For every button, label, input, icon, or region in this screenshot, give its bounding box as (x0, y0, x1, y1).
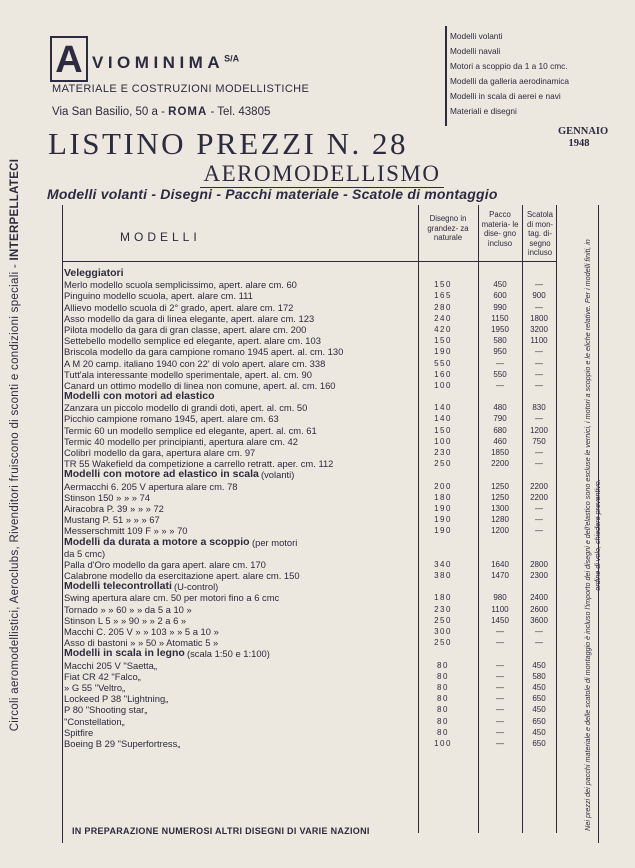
table-row (64, 436, 580, 447)
category-item: Motori a scoppio da 1 a 10 cmc. (450, 61, 568, 71)
table-row (64, 402, 580, 413)
category-heading-row (64, 391, 580, 402)
price-pack: 600 (493, 291, 507, 301)
price-kit: 1100 (530, 336, 548, 346)
price-pack: — (496, 671, 504, 681)
price-kit: 830 (532, 403, 546, 413)
header-rule (62, 261, 556, 262)
price-pack: 1250 (491, 492, 509, 502)
category-heading-row (64, 268, 580, 279)
table-left-border (62, 205, 63, 843)
price-kit: — (535, 448, 543, 457)
price-drawing: 550 (434, 358, 452, 368)
price-drawing: 250 (434, 615, 452, 625)
model-name: Tutt'ala interessante modello sperimentale, apert. al. cm. 90 (64, 368, 312, 380)
side-left-text: Circoli aeromodellistici, Aeroclubs, Rivenditori fruiscono di sconti e condizioni speciali - (9, 260, 21, 732)
category-note: (U-control) (174, 581, 219, 593)
price-pack: 480 (493, 403, 507, 413)
price-kit: — (535, 358, 543, 368)
model-name: Tornado » » 60 » » da 5 a 10 » (64, 603, 192, 615)
price-pack: 1850 (491, 448, 509, 457)
model-name: Airacobra P. 39 » » » 72 (64, 502, 164, 514)
price-kit: 2400 (530, 593, 548, 603)
side-left-note (4, 30, 26, 860)
price-kit: 650 (532, 738, 546, 748)
price-drawing: 280 (434, 302, 452, 312)
price-pack: 680 (493, 425, 507, 435)
price-pack: — (496, 638, 504, 648)
price-drawing: 165 (434, 291, 452, 301)
price-kit: — (535, 347, 543, 357)
price-kit: — (535, 414, 543, 424)
model-name: Boeing B 29 "Superfortress„ (64, 737, 181, 749)
price-kit: — (535, 302, 543, 312)
table-row (64, 727, 580, 738)
price-kit: 3600 (530, 615, 548, 625)
price-kit: 2800 (530, 559, 548, 569)
price-drawing: 250 (434, 638, 452, 648)
price-kit: 580 (532, 671, 546, 681)
table-row (64, 570, 580, 581)
price-pack: 980 (493, 593, 507, 603)
price-kit: 3200 (530, 324, 548, 334)
category-note: (per motori (252, 536, 298, 548)
price-drawing: 240 (434, 313, 452, 323)
issue-year: 1948 (568, 138, 590, 149)
price-drawing: 140 (434, 414, 452, 424)
table-row (64, 425, 580, 436)
price-drawing: 100 (434, 380, 452, 390)
price-drawing: 230 (434, 448, 452, 457)
price-kit: 450 (532, 682, 546, 692)
price-pack: 1300 (491, 503, 509, 513)
price-kit: 650 (532, 716, 546, 726)
model-name: Picchio campione romano 1945, apert. alare cm. 63 (64, 413, 279, 425)
footer-note: IN PREPARAZIONE NUMEROSI ALTRI DISEGNI DI VARIE NAZIONI (72, 826, 370, 836)
price-pack: — (496, 660, 504, 670)
table-row (64, 637, 580, 648)
price-kit: — (535, 526, 543, 536)
model-name: Allievo modello scuola di 2° grado, apert. alare cm. 172 (64, 301, 294, 313)
price-pack: — (496, 380, 504, 390)
category-heading-row (64, 648, 580, 659)
price-pack: — (496, 716, 504, 726)
price-kit: 450 (532, 705, 546, 715)
price-kit: — (535, 627, 543, 636)
price-pack: 1450 (491, 615, 509, 625)
price-drawing: 190 (434, 515, 452, 525)
table-row (64, 671, 580, 682)
category-list (450, 29, 628, 119)
model-name: Pinguino modello scuola, apert. alare cm. 111 (64, 290, 253, 302)
table-row (64, 369, 580, 380)
price-list-title: LISTINO PREZZI N. 28 (48, 126, 408, 161)
category-heading: Modelli con motore ad elastico in scala (64, 469, 259, 481)
price-pack: — (496, 627, 504, 636)
model-name: "Constellation„ (64, 715, 125, 727)
model-name: Asso di bastoni » » 50 » Atomatic 5 » (64, 637, 219, 649)
section-title: AEROMODELLISMO (203, 161, 441, 186)
price-pack: — (496, 682, 504, 692)
price-pack: 950 (493, 347, 507, 357)
price-drawing: 150 (434, 280, 452, 290)
table-row (64, 335, 580, 346)
price-pack: 990 (493, 302, 507, 312)
category-heading-row (64, 537, 580, 548)
price-kit: — (535, 638, 543, 648)
price-drawing: 150 (434, 425, 452, 435)
price-drawing: 80 (437, 727, 449, 737)
price-pack: — (496, 705, 504, 715)
table-row (64, 548, 580, 559)
table-row (64, 313, 580, 324)
category-item: Materiali e disegni (450, 106, 517, 116)
price-pack: 1280 (491, 515, 509, 525)
category-heading: Modelli da durata a motore a scoppio (64, 536, 250, 548)
price-kit: 450 (532, 660, 546, 670)
price-kit: 750 (532, 436, 546, 446)
price-drawing: 380 (434, 571, 452, 581)
price-drawing: 80 (437, 716, 449, 726)
table-row (64, 514, 580, 525)
table-row (64, 447, 580, 458)
model-name: Mustang P. 51 » » » 67 (64, 514, 160, 526)
model-name: Merlo modello scuola semplicissimo, apert. alare cm. 60 (64, 279, 297, 291)
price-drawing: 190 (434, 503, 452, 513)
model-name: Macchi 205 V "Saetta„ (64, 659, 157, 671)
table-row (64, 626, 580, 637)
table-row (64, 458, 580, 469)
col-header-pack: Pacco materia- le dise- gno incluso (481, 210, 519, 248)
price-pack: 450 (493, 280, 507, 290)
price-pack: 1470 (491, 571, 509, 581)
brand-text: VIOMINIMA (92, 53, 225, 72)
company-address (52, 106, 270, 118)
table-row (64, 380, 580, 391)
price-pack: — (496, 694, 504, 704)
table-row (64, 503, 580, 514)
price-pack: 790 (493, 414, 507, 424)
model-name: Asso modello da gara di linea elegante, apert. alare cm. 123 (64, 312, 315, 324)
category-heading: Modelli con motori ad elastico (64, 391, 215, 403)
price-kit: 1800 (530, 313, 548, 323)
model-name: Briscola modello da gara campione romano 1945 apert. al. cm. 130 (64, 346, 344, 358)
price-drawing: 200 (434, 481, 452, 491)
price-drawing: 340 (434, 559, 452, 569)
price-drawing: 230 (434, 604, 452, 614)
model-name: Macchi C. 205 V » » 103 » » 5 a 10 » (64, 626, 219, 637)
price-pack: — (496, 738, 504, 748)
brand-name (92, 53, 239, 73)
price-kit: — (535, 280, 543, 290)
price-pack: 1200 (491, 526, 509, 536)
model-name: Aermacchi 6. 205 V apertura alare cm. 78 (64, 480, 238, 492)
model-name: Fiat CR 42 "Falco„ (64, 670, 141, 682)
model-name: Colibrì modello da gara, apertura alare cm. 97 (64, 447, 256, 458)
table-row (64, 279, 580, 290)
category-heading: Modelli telecontrollati (64, 581, 172, 593)
price-drawing: 80 (437, 682, 449, 692)
price-drawing: 140 (434, 403, 452, 413)
price-drawing: 100 (434, 436, 452, 446)
col-header-models: MODELLI (120, 230, 201, 244)
price-pack: 460 (493, 436, 507, 446)
category-item: Modelli volanti (450, 31, 503, 41)
table-row (64, 525, 580, 536)
price-kit: 450 (532, 727, 546, 737)
model-name: TR 55 Wakefield da competizione a carrello retratt. aper. cm. 112 (64, 458, 334, 470)
price-pack: 1640 (491, 559, 509, 569)
category-heading: Veleggiatori (64, 268, 124, 279)
category-heading: Modelli in scala in legno (64, 648, 185, 660)
price-kit: — (535, 380, 543, 390)
price-drawing: 80 (437, 694, 449, 704)
address-street: Via San Basilio, 50 a - (52, 106, 169, 118)
side-right-text: Nei prezzi dei pacchi materiale e delle scatole di montaggio è incluso l'importo dei disegni e dell'elastico sono escluse le vernici, i motori a scoppio e le eliche relative. Per i modelli finiti, in ordine di volo, chiedere preventivo. (583, 239, 602, 831)
price-pack: — (496, 727, 504, 737)
model-name: Termic 40 modello per principianti, apertura alare cm. 42 (64, 435, 298, 447)
company-subtitle: MATERIALE E COSTRUZIONI MODELLISTICHE (52, 83, 310, 95)
address-tel: - Tel. 43805 (207, 106, 271, 118)
table-row (64, 358, 580, 369)
brand-suffix: S/A (224, 53, 240, 64)
category-item: Modelli in scala di aerei e navi (450, 91, 561, 101)
price-pack: 1950 (491, 324, 509, 334)
model-name: da 5 cmc) (64, 547, 106, 559)
table-row (64, 492, 580, 503)
price-pack: 580 (493, 336, 507, 346)
table-row (64, 738, 580, 749)
price-pack: 1150 (491, 313, 509, 323)
price-pack: 550 (493, 369, 507, 379)
price-kit: 2300 (530, 571, 548, 581)
price-kit: 900 (532, 291, 546, 301)
model-name: P 80 "Shooting star„ (64, 704, 148, 716)
table-row (64, 716, 580, 727)
price-drawing: 190 (434, 347, 452, 357)
table-row (64, 660, 580, 671)
table-row (64, 682, 580, 693)
model-name: Lockeed P 38 "Lightning„ (64, 693, 169, 705)
issue-date (558, 126, 609, 150)
price-kit: — (535, 459, 543, 469)
category-item: Modelli da galleria aerodinamica (450, 76, 569, 86)
side-right-note (576, 230, 610, 840)
logo-letter: A (55, 39, 83, 81)
price-drawing: 180 (434, 492, 452, 502)
table-row (64, 693, 580, 704)
table-row (64, 604, 580, 615)
col-header-kit: Scatola di mon- tag. di- segno incluso (526, 210, 553, 257)
price-drawing: 80 (437, 705, 449, 715)
price-drawing: 80 (437, 671, 449, 681)
category-item: Modelli navali (450, 46, 501, 56)
category-heading-row (64, 469, 580, 480)
model-name: Swing apertura alare cm. 50 per motori fino a 6 cmc (64, 592, 280, 604)
price-drawing: 420 (434, 324, 452, 334)
table-row (64, 559, 580, 570)
price-kit: 2200 (530, 492, 548, 502)
category-heading-row (64, 581, 580, 592)
category-note: (volanti) (261, 469, 295, 481)
table-row (64, 346, 580, 357)
model-name: Settebello modello semplice ed elegante, apert. alare cm. 103 (64, 335, 321, 347)
price-drawing: 160 (434, 369, 452, 379)
price-kit: 1200 (530, 425, 548, 435)
category-note: (scala 1:50 e 1:100) (187, 648, 270, 660)
price-drawing: 80 (437, 660, 449, 670)
model-name: Stinson 150 » » » 74 (64, 491, 151, 503)
table-row (64, 592, 580, 603)
price-drawing: 190 (434, 526, 452, 536)
price-kit: 2600 (530, 604, 548, 614)
price-kit: 2200 (530, 481, 548, 491)
table-row (64, 704, 580, 715)
model-name: Palla d'Oro modello da gara apert. alare cm. 170 (64, 558, 266, 570)
table-row (64, 413, 580, 424)
price-drawing: 100 (434, 738, 452, 748)
model-name: Termic 60 un modello semplice ed elegante, apert. al. cm. 61 (64, 424, 317, 436)
table-row (64, 615, 580, 626)
price-pack: — (496, 358, 504, 368)
header-divider (445, 26, 447, 126)
model-name: » G 55 "Veltro„ (64, 681, 126, 693)
model-name: Spitfire (64, 726, 94, 738)
table-row (64, 324, 580, 335)
table-row (64, 302, 580, 313)
model-name: Calabrone modello da esercitazione apert. alare cm. 150 (64, 570, 300, 582)
price-kit: — (535, 503, 543, 513)
price-drawing: 300 (434, 627, 452, 636)
side-left-bold: INTERPELLATECI (9, 158, 21, 261)
address-city: ROMA (168, 106, 208, 118)
price-kit: 650 (532, 694, 546, 704)
model-name: Pilota modello da gara di gran classe, apert. alare cm. 200 (64, 323, 307, 335)
model-name: Zanzara un piccolo modello di grandi doti, apert. al. cm. 50 (64, 402, 308, 414)
section-subheading: Modelli volanti - Disegni - Pacchi materiale - Scatole di montaggio (47, 186, 498, 202)
model-name: Canard un ottimo modello di linea non comune, apert. al. cm. 160 (64, 379, 336, 391)
model-name: A M 20 camp. italiano 1940 con 22' di volo apert. alare cm. 338 (64, 357, 326, 369)
price-pack: 1100 (491, 604, 509, 614)
table-row (64, 290, 580, 301)
price-kit: — (535, 515, 543, 525)
aviominima-logo (50, 36, 88, 82)
issue-month: GENNAIO (558, 126, 609, 137)
price-pack: 1250 (491, 481, 509, 491)
price-table-rows (64, 268, 580, 749)
model-name: Stinson L 5 » » 90 » » 2 a 6 » (64, 614, 187, 626)
price-kit: — (535, 369, 543, 379)
model-name: Messerschmitt 109 F » » » 70 (64, 525, 188, 537)
price-drawing: 250 (434, 459, 452, 469)
price-drawing: 150 (434, 336, 452, 346)
price-pack: 2200 (491, 459, 509, 469)
price-drawing: 180 (434, 593, 452, 603)
col-header-drawing: Disegno in grandez- za naturale (427, 214, 469, 242)
table-row (64, 481, 580, 492)
